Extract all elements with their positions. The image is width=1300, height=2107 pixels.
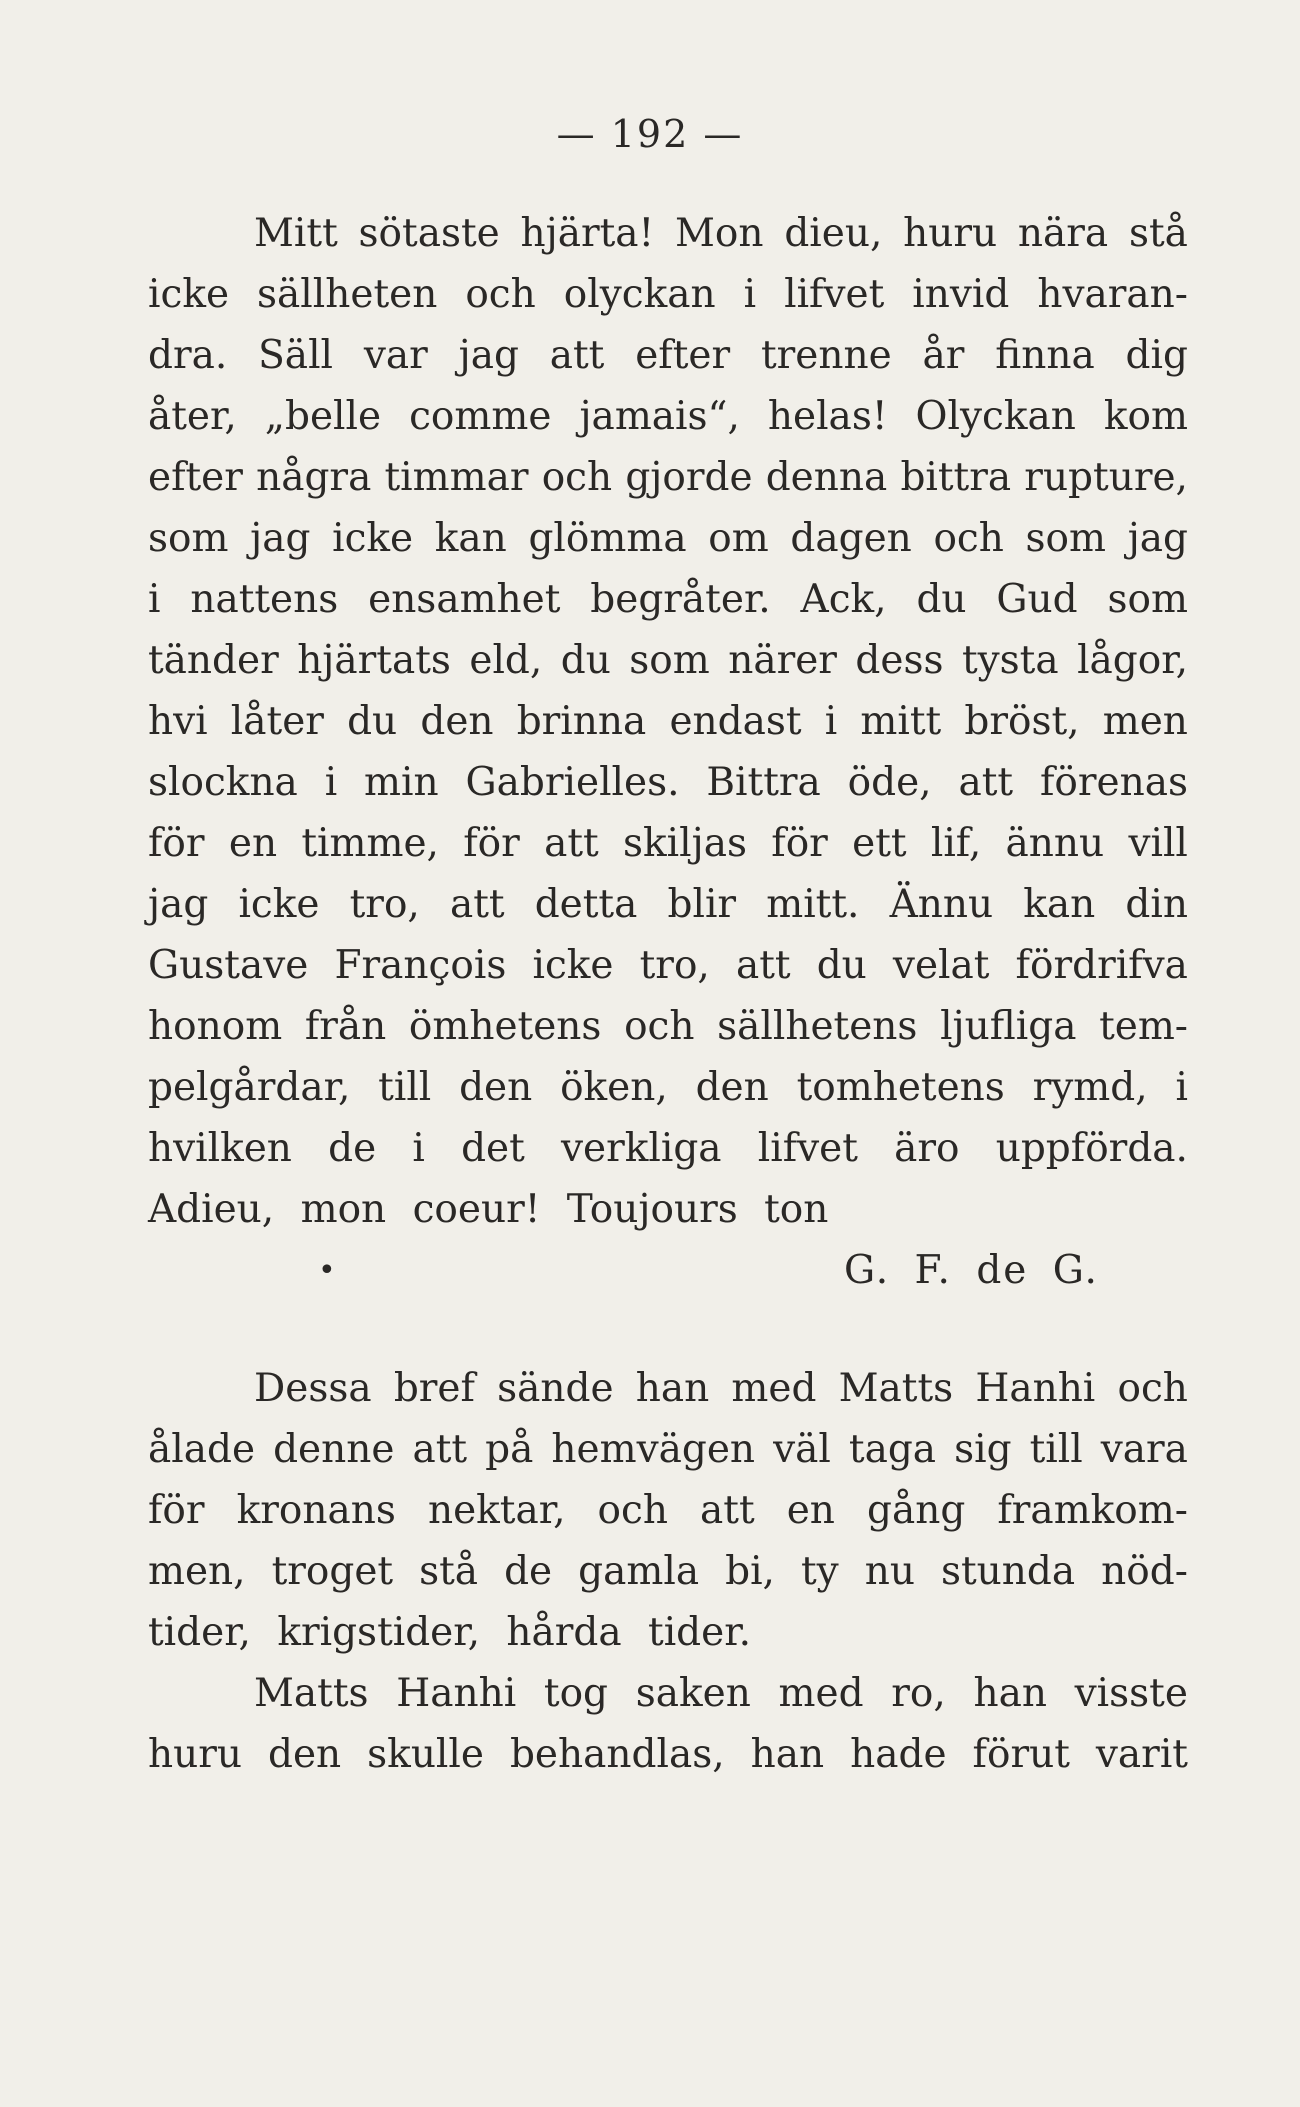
letter-line: Mitt sötaste hjärta! Mon dieu, huru nära stå — [254, 211, 1188, 256]
letter-line: icke sällheten och olyckan i lifvet invid hvaran- — [148, 272, 1188, 317]
paragraph-line: för kronans nektar, och att en gång framkom- — [148, 1488, 1188, 1533]
letter-line: hvilken de i det verkliga lifvet äro uppförda. — [148, 1126, 1188, 1171]
paragraph-line: Dessa bref sände han med Matts Hanhi och — [254, 1366, 1188, 1411]
bullet-mark: • — [318, 1253, 336, 1288]
letter-block — [148, 203, 1188, 1301]
letter-line: för en timme, för att skiljas för ett lif, ännu vill — [148, 821, 1188, 866]
paragraph-line: men, troget stå de gamla bi, ty nu stunda nöd- — [148, 1549, 1188, 1594]
letter-line: hvi låter du den brinna endast i mitt bröst, men — [148, 699, 1188, 744]
paragraph-line: huru den skulle behandlas, han hade förut varit — [148, 1732, 1188, 1777]
letter-line: honom från ömhetens och sällhetens ljufliga tem- — [148, 1004, 1188, 1049]
page-number: — 192 — — [556, 112, 744, 156]
letter-line: jag icke tro, att detta blir mitt. Ännu kan din — [148, 882, 1188, 927]
letter-line: dra. Säll var jag att efter trenne år finna dig — [148, 333, 1188, 378]
paragraph-line: tider, krigstider, hårda tider. — [148, 1610, 751, 1655]
letter-line: åter, „belle comme jamais“, helas! Olyckan kom — [148, 394, 1188, 439]
letter-line: som jag icke kan glömma om dagen och som jag — [148, 516, 1188, 561]
letter-line: pelgårdar, till den öken, den tomhetens rymd, i — [148, 1065, 1188, 1110]
letter-signature: G. F. de G. — [844, 1248, 1099, 1293]
letter-line: slockna i min Gabrielles. Bittra öde, att förenas — [148, 760, 1188, 805]
letter-line: i nattens ensamhet begråter. Ack, du Gud som — [148, 577, 1188, 622]
paragraph-line: Matts Hanhi tog saken med ro, han visste — [254, 1671, 1188, 1716]
letter-line: efter några timmar och gjorde denna bittra rupture, — [148, 455, 1188, 500]
paragraph-line: ålade denne att på hemvägen väl taga sig till vara — [148, 1427, 1188, 1472]
narrative-block — [148, 1358, 1188, 1785]
signature-row — [148, 1240, 1188, 1301]
letter-line: Gustave François icke tro, att du velat fördrifva — [148, 943, 1188, 988]
letter-line: Adieu, mon coeur! Toujours ton — [148, 1187, 829, 1232]
letter-line: tänder hjärtats eld, du som närer dess tysta lågor, — [148, 638, 1188, 683]
